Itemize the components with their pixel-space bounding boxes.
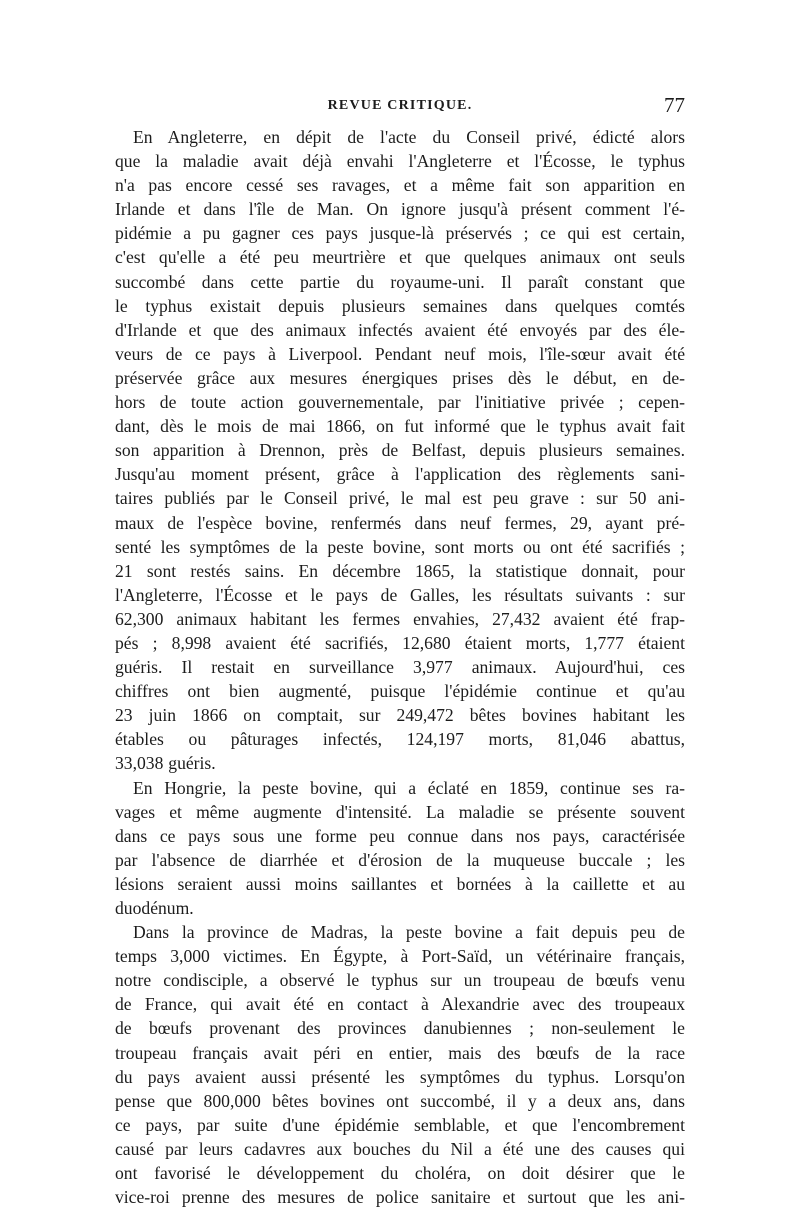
text-line: par l'absence de diarrhée et d'érosion de la muqueuse buccale ; les xyxy=(115,849,685,870)
text-line: duodénum. xyxy=(115,898,194,918)
text-line: l'Angleterre, l'Écosse et le pays de Galles, les résultats suivants : sur xyxy=(115,584,685,605)
text-line: taires publiés par le Conseil privé, le mal est peu grave : sur 50 ani- xyxy=(115,488,685,509)
running-title: REVUE CRITIQUE. xyxy=(327,98,473,113)
text-line: dant, dès le mois de mai 1866, on fut informé que le typhus avait fait xyxy=(115,416,685,437)
paragraph xyxy=(115,920,685,1209)
text-line: En Angleterre, en dépit de l'acte du Conseil privé, édicté alors xyxy=(133,127,685,147)
text-line: causé par leurs cadavres aux bouches du Nil a été une des causes qui xyxy=(115,1138,685,1159)
text-line: 62,300 animaux habitant les fermes envahies, 27,432 avaient été frap- xyxy=(115,608,685,629)
text-line: d'Irlande et que des animaux infectés avaient été envoyés par des éle- xyxy=(115,319,685,340)
text-line: que la maladie avait déjà envahi l'Angleterre et l'Écosse, le typhus xyxy=(115,151,685,172)
text-body xyxy=(115,125,685,1209)
text-line: pidémie a pu gagner ces pays jusque-là préservés ; ce qui est certain, xyxy=(115,223,685,244)
text-line: guéris. Il restait en surveillance 3,977 animaux. Aujourd'hui, ces xyxy=(115,657,685,678)
text-line: du pays avaient aussi présenté les symptômes du typhus. Lorsqu'on xyxy=(115,1066,685,1087)
text-line: hors de toute action gouvernementale, par l'initiative privée ; cepen- xyxy=(115,392,685,413)
text-line: étables ou pâturages infectés, 124,197 morts, 81,046 abattus, xyxy=(115,729,685,750)
text-line: chiffres ont bien augmenté, puisque l'épidémie continue et qu'au xyxy=(115,681,685,702)
text-line: pés ; 8,998 avaient été sacrifiés, 12,680 étaient morts, 1,777 étaient xyxy=(115,632,685,653)
text-line: temps 3,000 victimes. En Égypte, à Port-Saïd, un vétérinaire français, xyxy=(115,946,685,967)
text-line: 23 juin 1866 on comptait, sur 249,472 bêtes bovines habitant les xyxy=(115,705,685,726)
text-line: troupeau français avait péri en entier, mais des bœufs de la race xyxy=(115,1042,685,1063)
paragraph xyxy=(115,125,685,776)
text-line: vice-roi prenne des mesures de police sanitaire et surtout que les ani- xyxy=(115,1187,685,1208)
text-line: n'a pas encore cessé ses ravages, et a même fait son apparition en xyxy=(115,175,685,196)
text-line: ont favorisé le développement du choléra, on doit désirer que le xyxy=(115,1163,685,1184)
text-line: Jusqu'au moment présent, grâce à l'application des règlements sani- xyxy=(115,464,685,485)
text-line: c'est qu'elle a été peu meurtrière et que quelques animaux ont seuls xyxy=(115,247,685,268)
text-line: vages et même augmente d'intensité. La maladie se présente souvent xyxy=(115,801,685,822)
text-line: senté les symptômes de la peste bovine, sont morts ou ont été sacrifiés ; xyxy=(115,536,685,557)
text-line: son apparition à Drennon, près de Belfast, depuis plusieurs semaines. xyxy=(115,440,685,461)
text-line: préservée grâce aux mesures énergiques prises dès le début, en de- xyxy=(115,367,685,388)
text-line: le typhus existait depuis plusieurs semaines dans quelques comtés xyxy=(115,295,685,316)
text-line: Dans la province de Madras, la peste bovine a fait depuis peu de xyxy=(133,922,685,943)
text-line: de bœufs provenant des provinces danubiennes ; non-seulement le xyxy=(115,1018,685,1039)
text-line: pense que 800,000 bêtes bovines ont succombé, il y a deux ans, dans xyxy=(115,1090,685,1111)
text-line: 33,038 guéris. xyxy=(115,753,216,774)
text-line: ce pays, par suite d'une épidémie semblable, et que l'encombrement xyxy=(115,1114,685,1135)
text-line: dans ce pays sous une forme peu connue dans nos pays, caractérisée xyxy=(115,825,685,846)
text-line: Irlande et dans l'île de Man. On ignore jusqu'à présent comment l'é- xyxy=(115,199,685,220)
text-line: veurs de ce pays à Liverpool. Pendant neuf mois, l'île-sœur avait été xyxy=(115,343,685,364)
text-line: succombé dans cette partie du royaume-uni. Il paraît constant que xyxy=(115,271,685,292)
text-line: En Hongrie, la peste bovine, qui a éclaté en 1859, continue ses ra- xyxy=(133,777,685,798)
paragraph xyxy=(115,776,685,921)
page-number: 77 xyxy=(664,93,685,117)
text-line: maux de l'espèce bovine, renfermés dans neuf fermes, 29, ayant pré- xyxy=(115,512,685,533)
text-line: 21 sont restés sains. En décembre 1865, la statistique donnait, pour xyxy=(115,560,685,581)
text-line: de France, qui avait été en contact à Alexandrie avec des troupeaux xyxy=(115,994,685,1015)
running-head xyxy=(115,93,685,122)
text-line: notre condisciple, a observé le typhus sur un troupeau de bœufs venu xyxy=(115,970,685,991)
text-line: lésions seraient aussi moins saillantes et bornées à la caillette et au xyxy=(115,873,685,894)
